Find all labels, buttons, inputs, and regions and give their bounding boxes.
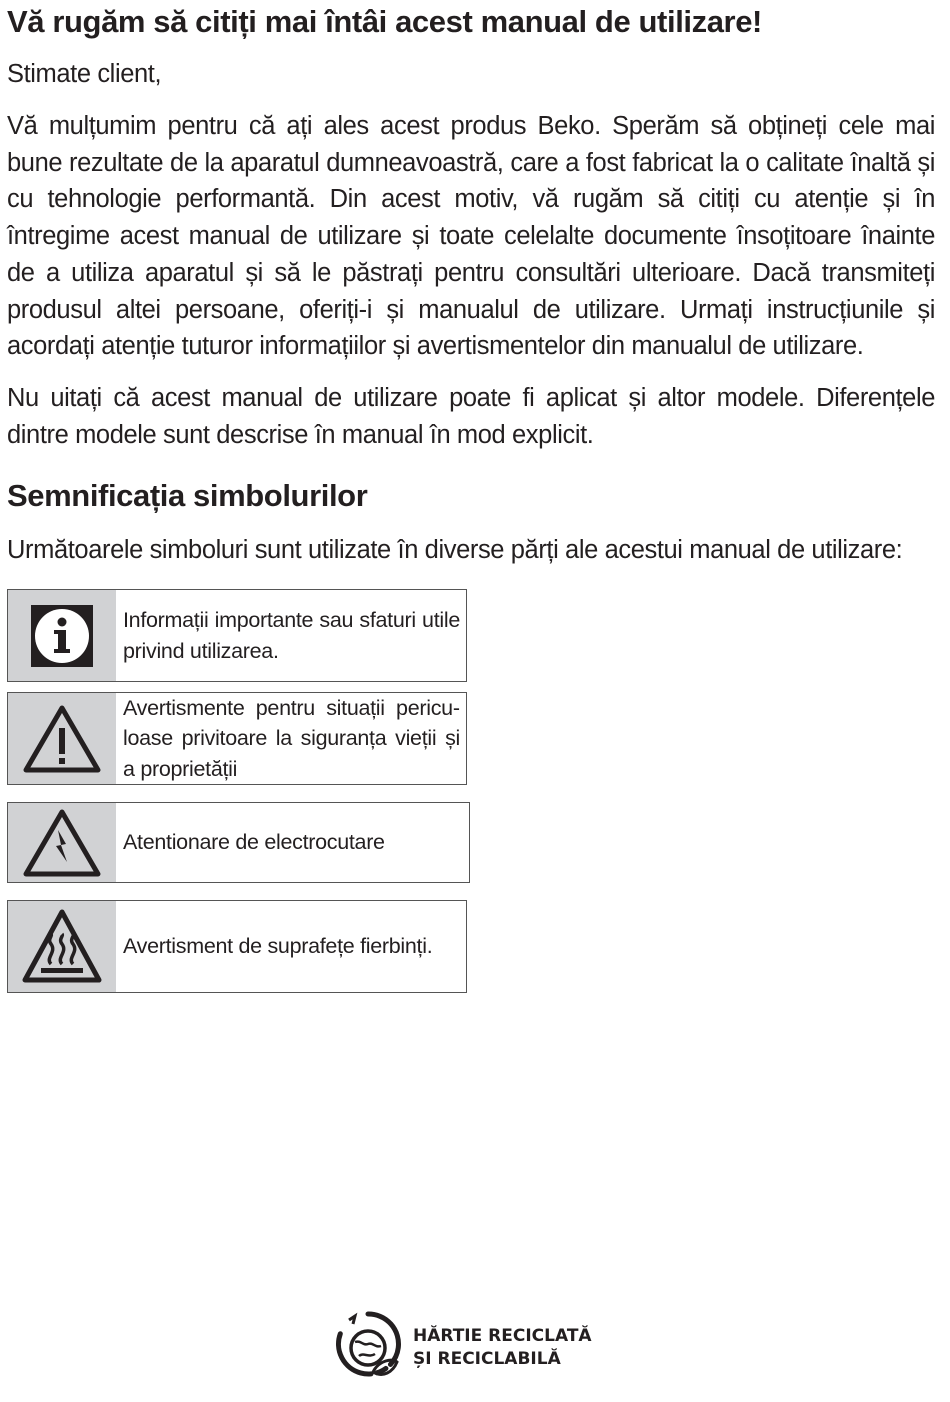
- symbol-description: Atentionare de electrocutare: [123, 830, 385, 855]
- electric-shock-icon: [22, 808, 102, 878]
- symbol-description: Avertisment de suprafețe fierbinți.: [123, 934, 433, 959]
- models-note-paragraph: Nu uitați că acest manual de utilizare poate fi aplicat și altor modele. Diferențele dintre modele sunt descrise în manual în mod explicit.: [7, 384, 935, 449]
- info-icon: [30, 604, 94, 668]
- symbol-icon-cell: [8, 693, 116, 784]
- symbol-description: Informații importante sau sfaturi utile privind utilizarea.: [123, 608, 460, 663]
- recycled-paper-logo: [333, 1303, 633, 1393]
- section-heading: Semnificația simbolurilor: [7, 478, 368, 513]
- symbol-icon-cell: [8, 803, 116, 882]
- symbol-icon-cell: [8, 901, 116, 992]
- intro-paragraph: Vă mulțumim pentru că ați ales acest produs Beko. Sperăm să obțineți cele mai bune rezultate de la aparatul dumneavoastră, care a fost fabricat la o calitate înaltă și cu tehnologie performantă. Din acest motiv, vă rugăm să citiți cu atenție și în întregime acest manual de utilizare și toate celelalte documente însoțitoare înainte de a utiliza aparatul și să le păstrați pentru consultări ulterioare. Dacă transmiteți produsul altei persoane, oferiți-i și manualul de utilizare. Urmați instrucțiunile și acordați atenție tuturor informațiilor și avertismentelor din manualul de utilizare.: [7, 112, 935, 361]
- symbol-icon-cell: [8, 590, 116, 681]
- symbol-info-box: [7, 589, 467, 682]
- hot-surface-icon: [21, 908, 103, 986]
- symbol-description: Avertismente pentru situații periculoase privitoare la siguranța vieții și a proprietății: [123, 695, 460, 781]
- symbol-electric-box: [7, 802, 470, 883]
- symbols-intro: Următoarele simboluri sunt utilizate în diverse părți ale acestui manual de utilizare:: [7, 536, 903, 564]
- recycle-label: HĂRTIE RECICLATĂ ȘI RECICLABILĂ: [413, 1326, 592, 1369]
- greeting: Stimate client,: [7, 60, 162, 88]
- symbol-warning-box: [7, 692, 467, 785]
- page-title: Vă rugăm să citiți mai întâi acest manual de utilizare!: [7, 4, 762, 39]
- recycled-paper-icon: [333, 1308, 403, 1388]
- symbol-hot-surface-box: [7, 900, 467, 993]
- warning-icon: [22, 704, 102, 774]
